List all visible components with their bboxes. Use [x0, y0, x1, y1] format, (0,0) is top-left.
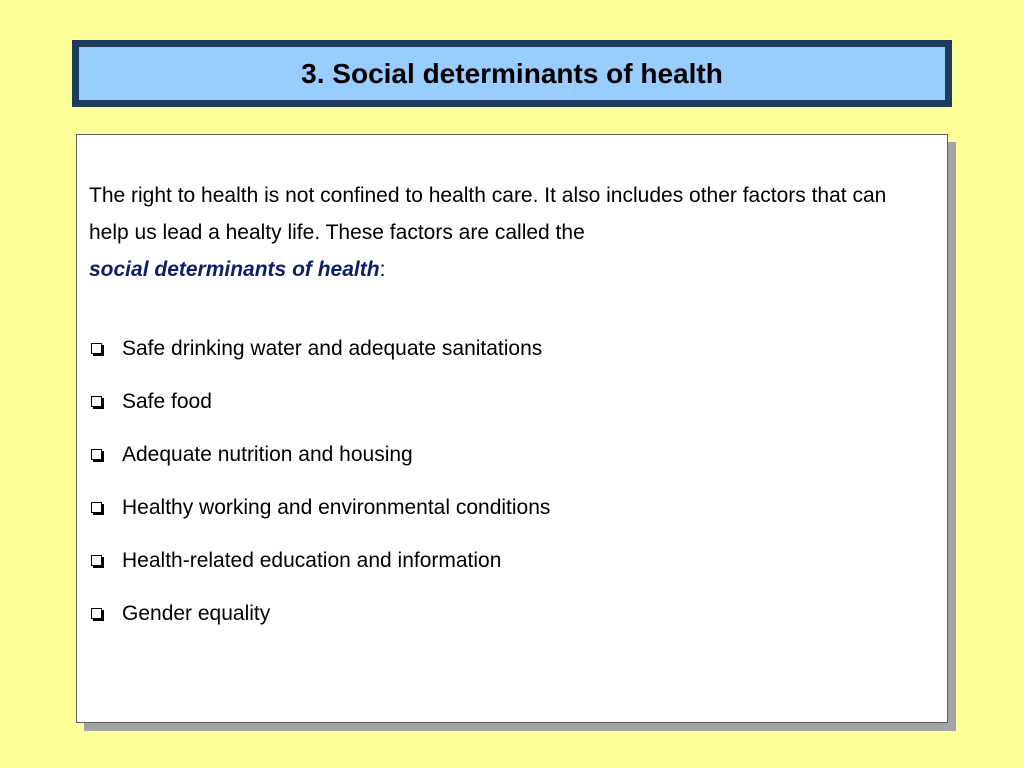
intro-paragraph [89, 177, 929, 288]
checkbox-bullet-icon [91, 396, 102, 407]
list-item-label: Adequate nutrition and housing [122, 442, 413, 466]
list-item [89, 481, 550, 534]
determinants-list [89, 322, 550, 640]
list-item-label: Health-related education and information [122, 548, 502, 572]
checkbox-bullet-icon [91, 449, 102, 460]
title-banner-inner [79, 47, 945, 100]
checkbox-bullet-icon [91, 502, 102, 513]
intro-emphasis: social determinants of health [89, 258, 380, 281]
checkbox-bullet-icon [91, 343, 102, 354]
list-item [89, 375, 550, 428]
list-item [89, 534, 550, 587]
list-item-label: Safe drinking water and adequate sanitations [122, 336, 543, 360]
slide-title: 3. Social determinants of health [301, 57, 723, 89]
intro-suffix: : [379, 258, 386, 281]
list-item-label: Gender equality [122, 601, 271, 625]
intro-text: The right to health is not confined to health care. It also includes other factors that can help us lead a healty life. These factors are called the [89, 184, 887, 244]
checkbox-bullet-icon [91, 608, 102, 619]
title-banner [72, 40, 952, 107]
list-item-label: Healthy working and environmental conditions [122, 495, 551, 519]
checkbox-bullet-icon [91, 555, 102, 566]
list-item [89, 587, 550, 640]
list-item [89, 322, 550, 375]
list-item [89, 428, 550, 481]
list-item-label: Safe food [122, 389, 212, 413]
content-panel [76, 134, 948, 723]
